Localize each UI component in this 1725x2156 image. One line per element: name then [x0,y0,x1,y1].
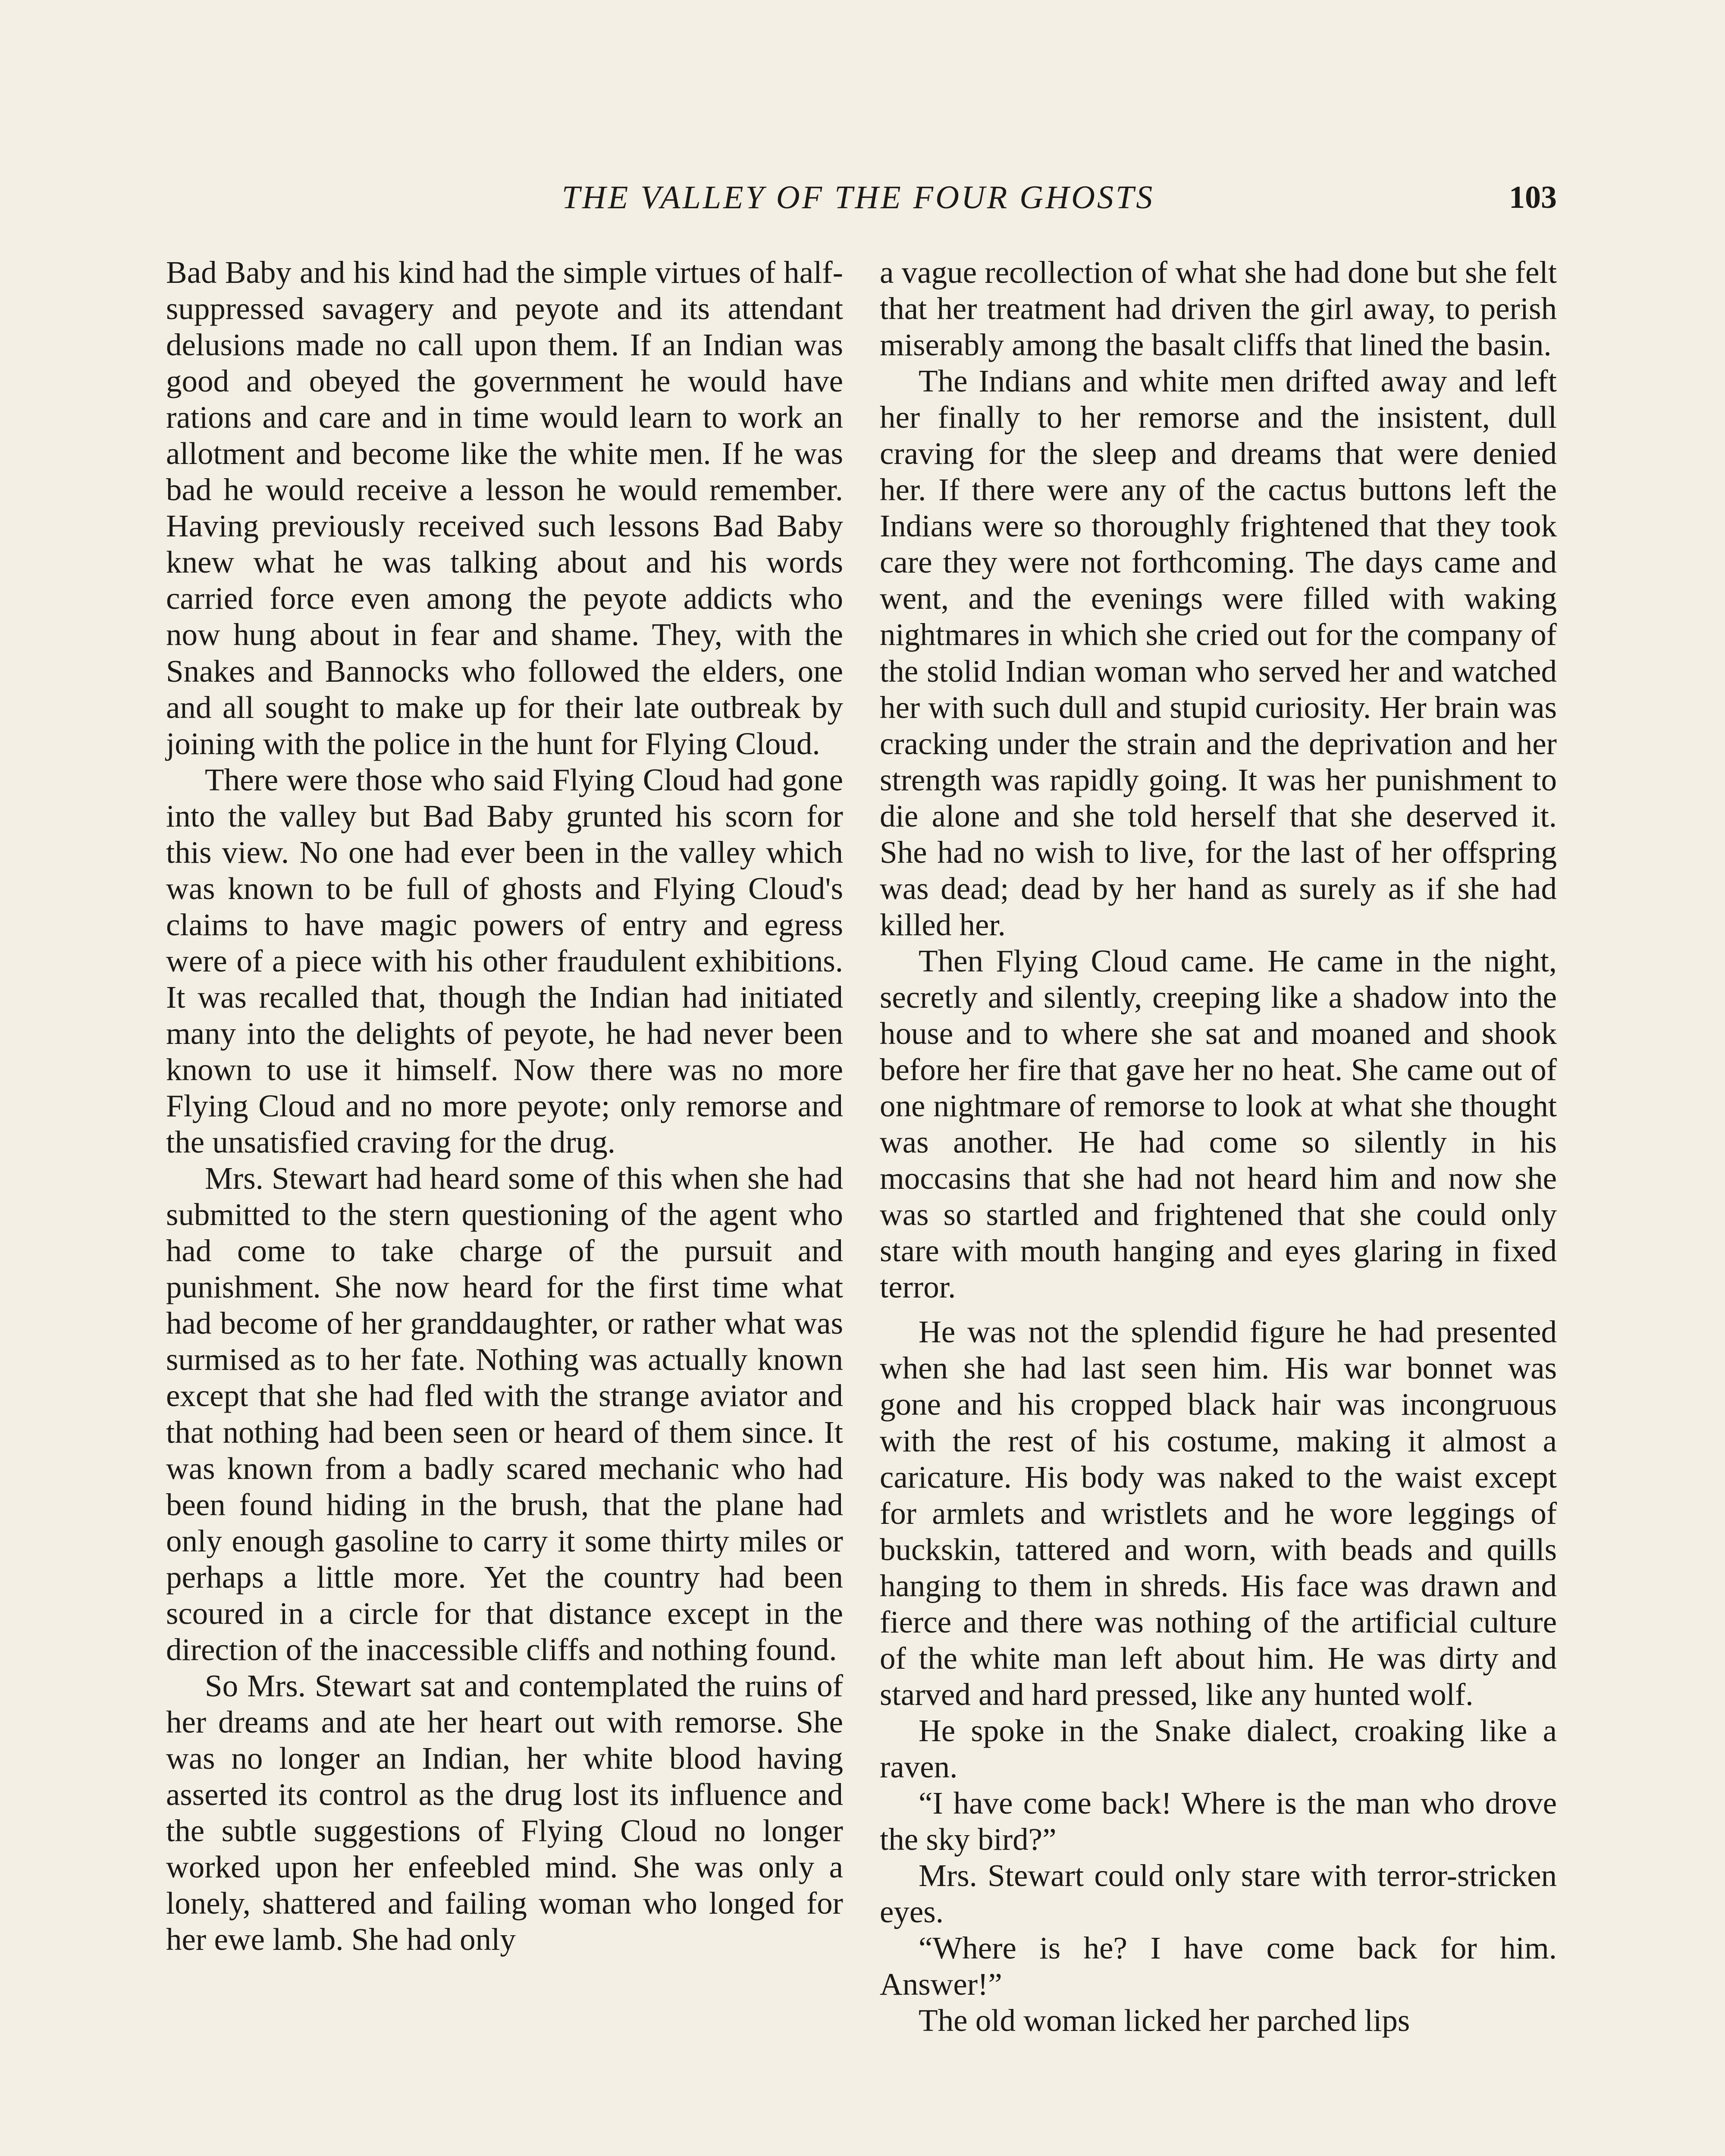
paragraph: Mrs. Stewart had heard some of this when she had submitted to the stern questioning of the agent who had come to take charge of the pursuit and punishment. She now heard for the first time what had become of her granddaughter, or rather what was surmised as to her fate. Nothing was actually known except that she had fled with the strange aviator and that nothing had been seen or heard of them since. It was known from a badly scared mechanic who had been found hiding in the brush, that the plane had only enough gasoline to carry it some thirty miles or perhaps a little more. Yet the country had been scoured in a circle for that distance except in the direction of the inaccessible cliffs and nothing found. [166,1161,843,1667]
paragraph: He was not the splendid figure he had presented when she had last seen him. His war bonnet was gone and his cropped black hair was incongruous with the rest of his costume, making it almost a caricature. His body was naked to the waist except for armlets and wristlets and he wore leggings of buckskin, tattered and worn, with beads and quills hanging to them in shreds. His face was drawn and fierce and there was nothing of the artificial culture of the white man left about him. He was dirty and starved and hard pressed, like any hunted wolf. [880,1314,1557,1712]
paragraph: “I have come back! Where is the man who drove the sky bird?” [880,1785,1557,1857]
paragraph: The Indians and white men drifted away and left her finally to her remorse and the insistent, dull craving for the sleep and dreams that were denied her. If there were any of the cactus buttons left the Indians were so thoroughly frightened that they took care they were not forthcoming. The days came and went, and the evenings were filled with waking nightmares in which she cried out for the company of the stolid Indian woman who served her and watched her with such dull and stupid curiosity. Her brain was cracking under the strain and the deprivation and her strength was rapidly going. It was her punishment to die alone and she told herself that she deserved it. She had no wish to live, for the last of her offspring was dead; dead by her hand as surely as if she had killed her. [880,364,1557,942]
paragraph: Bad Baby and his kind had the simple virtues of half-suppressed savagery and peyote and its attendant delusions made no call upon them. If an Indian was good and obeyed the government he would have rations and care and in time would learn to work an allotment and become like the white men. If he was bad he would receive a lesson he would remember. Having previously received such lessons Bad Baby knew what he was talking about and his words carried force even among the peyote addicts who now hung about in fear and shame. They, with the Snakes and Bannocks who followed the elders, one and all sought to make up for their late outbreak by joining with the police in the hunt for Flying Cloud. [166,255,843,761]
paragraph: The old woman licked her parched lips [919,2003,1410,2038]
paragraph: He spoke in the Snake dialect, croaking like a raven. [880,1713,1557,1784]
running-header [160,172,1557,223]
paragraph: “Where is he? I have come back for him. Answer!” [880,1930,1557,2002]
running-title: THE VALLEY OF THE FOUR GHOSTS [561,179,1155,216]
left-column [166,254,843,1958]
paragraph: a vague recollection of what she had done but she felt that her treatment had driven the girl away, to perish miserably among the basalt cliffs that lined the basin. [880,255,1557,363]
paragraph: So Mrs. Stewart sat and contemplated the ruins of her dreams and ate her heart out with remorse. She was no longer an Indian, her white blood having asserted its control as the drug lost its influence and the subtle suggestions of Flying Cloud no longer worked upon her enfeebled mind. She was only a lonely, shattered and failing woman who longed for her ewe lamb. She had only [166,1668,843,1957]
right-column [880,254,1557,2039]
paragraph: Then Flying Cloud came. He came in the night, secretly and silently, creeping like a shadow into the house and to where she sat and moaned and shook before her fire that gave her no heat. She came out of one nightmare of remorse to look at what she thought was another. He had come so silently in his moccasins that she had not heard him and now she was so startled and frightened that she could only stare with mouth hanging and eyes glaring in fixed terror. [880,943,1557,1305]
paragraph: Mrs. Stewart could only stare with terror-stricken eyes. [880,1858,1557,1930]
paragraph: There were those who said Flying Cloud had gone into the valley but Bad Baby grunted his scorn for this view. No one had ever been in the valley which was known to be full of ghosts and Flying Cloud's claims to have magic powers of entry and egress were of a piece with his other fraudulent exhibitions. It was recalled that, though the Indian had initiated many into the delights of peyote, he had never been known to use it himself. Now there was no more Flying Cloud and no more peyote; only remorse and the unsatisfied craving for the drug. [166,762,843,1160]
page-number: 103 [1509,180,1557,215]
